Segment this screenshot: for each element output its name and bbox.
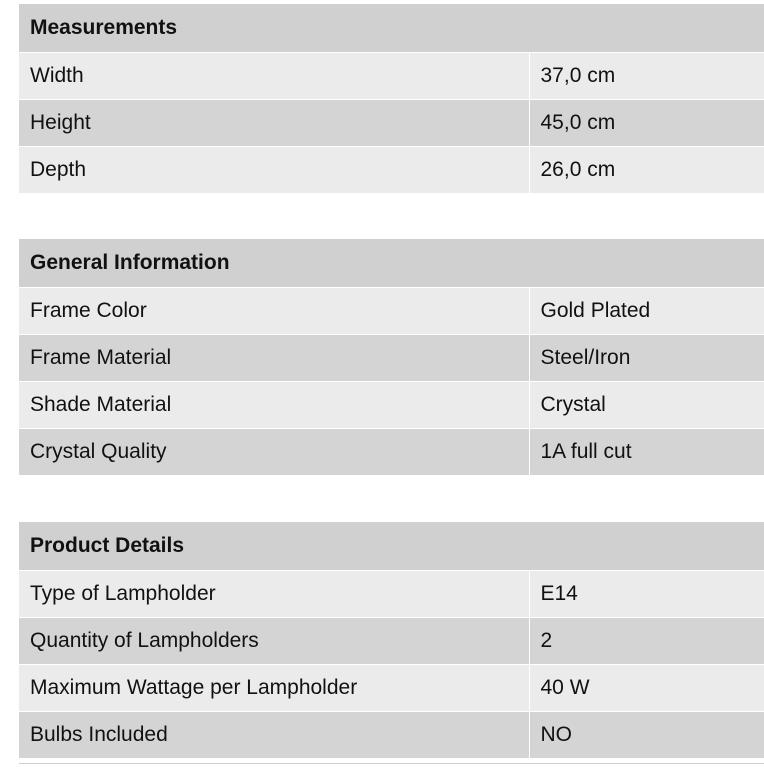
spec-value: Gold Plated (529, 287, 764, 334)
spec-label: Frame Material (19, 334, 529, 381)
spec-label: Crystal Quality (19, 428, 529, 475)
measurements-table (19, 4, 764, 194)
spec-row-bulbs-included (19, 711, 764, 758)
spec-value: NO (529, 711, 764, 758)
measurements-header-row (19, 4, 764, 52)
spec-label: Bulbs Included (19, 711, 529, 758)
bottom-divider (19, 763, 764, 764)
spec-value: 40 W (529, 664, 764, 711)
spec-row-frame-color (19, 287, 764, 334)
product-details-table (19, 522, 764, 759)
spec-row-shade-material (19, 381, 764, 428)
spec-label: Type of Lampholder (19, 570, 529, 617)
spec-row-frame-material (19, 334, 764, 381)
spec-row-type-of-lampholder (19, 570, 764, 617)
general-information-table (19, 239, 764, 476)
spec-value: E14 (529, 570, 764, 617)
spec-label: Quantity of Lampholders (19, 617, 529, 664)
product-details-header-row (19, 522, 764, 570)
spec-value: 1A full cut (529, 428, 764, 475)
spec-label: Maximum Wattage per Lampholder (19, 664, 529, 711)
spec-value: 26,0 cm (529, 146, 764, 193)
spec-value: Steel/Iron (529, 334, 764, 381)
spec-value: 45,0 cm (529, 99, 764, 146)
general-information-header-row (19, 239, 764, 287)
spec-value: Crystal (529, 381, 764, 428)
spec-label: Shade Material (19, 381, 529, 428)
spec-label: Depth (19, 146, 529, 193)
spec-label: Width (19, 52, 529, 99)
spec-row-width (19, 52, 764, 99)
spec-row-height (19, 99, 764, 146)
spec-value: 37,0 cm (529, 52, 764, 99)
spec-row-maximum-wattage (19, 664, 764, 711)
spec-value: 2 (529, 617, 764, 664)
general-information-title: General Information (19, 239, 764, 287)
spec-row-crystal-quality (19, 428, 764, 475)
spec-row-quantity-of-lampholders (19, 617, 764, 664)
measurements-title: Measurements (19, 4, 764, 52)
spec-row-depth (19, 146, 764, 193)
product-details-title: Product Details (19, 522, 764, 570)
spec-label: Frame Color (19, 287, 529, 334)
spec-label: Height (19, 99, 529, 146)
